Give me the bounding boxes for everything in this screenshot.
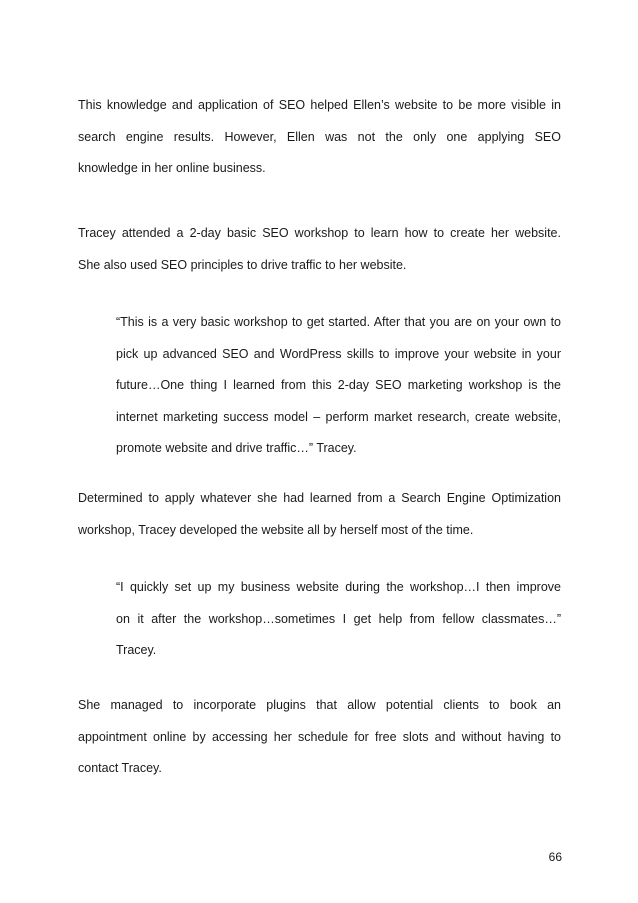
text-line: contact Tracey. bbox=[78, 761, 162, 775]
quote-tracey-quickly-set-up bbox=[116, 572, 561, 667]
page-number: 66 bbox=[548, 850, 562, 864]
quote-line: pick up advanced SEO and WordPress skills to improve your website in your bbox=[116, 346, 561, 361]
paragraph-ellen-seo bbox=[78, 90, 561, 185]
text-line: She managed to incorporate plugins that allow potential clients to book an bbox=[78, 698, 561, 712]
text-line: She also used SEO principles to drive traffic to her website. bbox=[78, 257, 407, 272]
quote-line: future…One thing I learned from this 2-day SEO marketing workshop is the bbox=[116, 378, 561, 392]
text-line: knowledge in her online business. bbox=[78, 161, 266, 175]
text-line: search engine results. However, Ellen was not the only one applying SEO bbox=[78, 129, 561, 144]
text-line: Tracey attended a 2-day basic SEO workshop to learn how to create her website. bbox=[78, 226, 561, 240]
quote-line: internet marketing success model – perform market research, create website, bbox=[116, 409, 561, 424]
quote-line: promote website and drive traffic…” Tracey. bbox=[116, 441, 357, 455]
paragraph-plugins bbox=[78, 690, 561, 785]
text-line: appointment online by accessing her schedule for free slots and without having to bbox=[78, 729, 561, 744]
quote-line: Tracey. bbox=[116, 643, 157, 657]
paragraph-tracey-workshop bbox=[78, 218, 561, 281]
text-line: workshop, Tracey developed the website all by herself most of the time. bbox=[78, 522, 474, 537]
quote-tracey-basic-workshop bbox=[116, 307, 561, 465]
paragraph-tracey-determined bbox=[78, 483, 561, 546]
quote-line: “I quickly set up my business website during the workshop…I then improve bbox=[116, 580, 561, 594]
text-line: Determined to apply whatever she had learned from a Search Engine Optimization bbox=[78, 491, 561, 505]
quote-line: on it after the workshop…sometimes I get help from fellow classmates…” bbox=[116, 611, 561, 626]
quote-line: “This is a very basic workshop to get started. After that you are on your own to bbox=[116, 315, 561, 329]
text-line: This knowledge and application of SEO helped Ellen’s website to be more visible in bbox=[78, 98, 561, 112]
